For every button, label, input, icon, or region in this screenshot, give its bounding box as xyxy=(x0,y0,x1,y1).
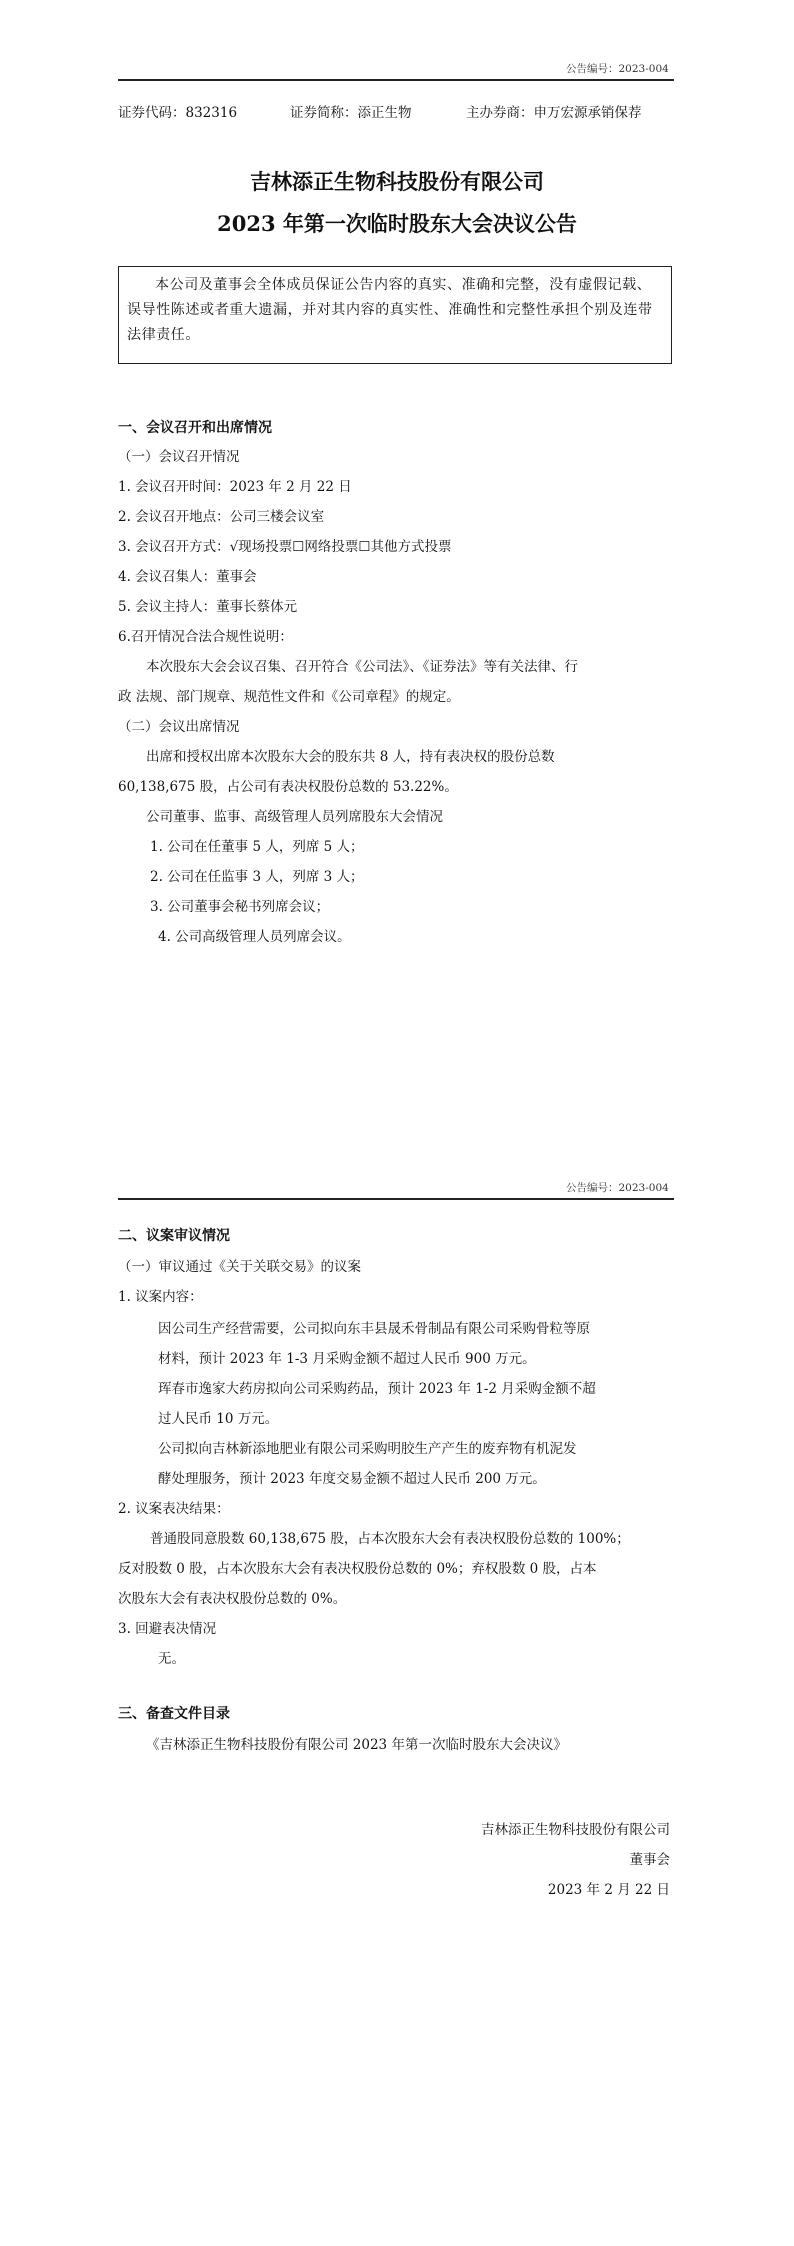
section-3-heading: 三、备查文件目录 xyxy=(118,1706,230,1722)
compliance-text-line-2: 政 法规、部门规章、规范性文件和《公司章程》的规定。 xyxy=(118,689,460,705)
officer-supervisors: 2. 公司在任监事 3 人，列席 3 人； xyxy=(150,869,364,885)
announcement-title: 2023 年第一次临时股东大会决议公告 xyxy=(217,211,577,236)
signature-company: 吉林添正生物科技股份有限公司 xyxy=(481,1822,670,1838)
recusal-label: 3. 回避表决情况 xyxy=(118,1621,217,1637)
meeting-host: 5. 会议主持人：董事长蔡体元 xyxy=(118,599,298,615)
motion-title: （一）审议通过《关于关联交易》的议案 xyxy=(118,1259,361,1275)
company-title: 吉林添正生物科技股份有限公司 xyxy=(250,169,544,194)
meeting-venue: 2. 会议召开地点：公司三楼会议室 xyxy=(118,509,325,525)
officer-directors: 1. 公司在任董事 5 人，列席 5 人； xyxy=(150,839,364,855)
officer-senior-management: 4. 公司高级管理人员列席会议。 xyxy=(158,929,351,945)
notice-number-page-2: 公告编号：2023-004 xyxy=(566,1182,669,1194)
header-rule xyxy=(118,79,674,81)
motion-content-1-line-2: 材料，预计 2023 年 1-3 月采购金额不超过人民币 900 万元。 xyxy=(158,1351,536,1367)
officers-intro: 公司董事、监事、高级管理人员列席股东大会情况 xyxy=(146,809,443,825)
security-code: 证券代码：832316 xyxy=(118,105,238,121)
compliance-text-line-1: 本次股东大会会议召集、召开符合《公司法》、《证券法》等有关法律、行 xyxy=(146,659,578,675)
meeting-method: 3. 会议召开方式：√现场投票☐网络投票☐其他方式投票 xyxy=(118,539,452,555)
officer-secretary: 3. 公司董事会秘书列席会议； xyxy=(150,899,330,915)
motion-content-1-line-1: 因公司生产经营需要，公司拟向东丰县晟禾骨制品有限公司采购骨粒等原 xyxy=(158,1321,590,1337)
motion-content-2-line-1: 珲春市逸家大药房拟向公司采购药品，预计 2023 年 1-2 月采购金额不超 xyxy=(158,1381,596,1397)
meeting-convener: 4. 会议召集人：董事会 xyxy=(118,569,257,585)
statement-box xyxy=(118,266,672,364)
notice-number: 公告编号：2023-004 xyxy=(566,63,669,75)
section-1-heading: 一、会议召开和出席情况 xyxy=(118,420,272,436)
motion-content-3-line-2: 酵处理服务，预计 2023 年度交易金额不超过人民币 200 万元。 xyxy=(158,1471,546,1487)
sponsor-broker: 主办券商：申万宏源承销保荐 xyxy=(466,105,642,121)
header-rule-page-2 xyxy=(118,1198,674,1200)
subsection-attendance: （二）会议出席情况 xyxy=(118,719,240,735)
signature-board: 董事会 xyxy=(629,1852,670,1868)
statement-text: 本公司及董事会全体成员保证公告内容的真实、准确和完整，没有虚假记载、误导性陈述或者重大遗漏，并对其内容的真实性、准确性和完整性承担个别及连带法律责任。 xyxy=(127,277,653,343)
compliance-label: 6.召开情况合法合规性说明： xyxy=(118,629,293,645)
motion-content-3-line-1: 公司拟向吉林新添地肥业有限公司采购明胶生产产生的废弃物有机泥发 xyxy=(158,1441,577,1457)
voting-result-line-3: 次股东大会有表决权股份总数的 0%。 xyxy=(118,1591,347,1607)
recusal-value: 无。 xyxy=(158,1651,185,1667)
attendance-text-line-1: 出席和授权出席本次股东大会的股东共 8 人，持有表决权的股份总数 xyxy=(146,749,555,765)
voting-result-line-2: 反对股数 0 股，占本次股东大会有表决权股份总数的 0%；弃权股数 0 股，占本 xyxy=(118,1561,597,1577)
subsection-convening: （一）会议召开情况 xyxy=(118,449,240,465)
attendance-text-line-2: 60,138,675 股，占公司有表决权股份总数的 53.22%。 xyxy=(118,779,458,795)
motion-content-2-line-2: 过人民币 10 万元。 xyxy=(158,1411,279,1427)
signature-date: 2023 年 2 月 22 日 xyxy=(547,1882,670,1898)
voting-result-line-1: 普通股同意股数 60,138,675 股，占本次股东大会有表决权股份总数的 100%； xyxy=(150,1531,630,1547)
security-abbreviation: 证券简称：添正生物 xyxy=(290,105,412,121)
section-2-heading: 二、议案审议情况 xyxy=(118,1228,230,1244)
voting-result-label: 2. 议案表决结果： xyxy=(118,1501,230,1517)
motion-content-label: 1. 议案内容： xyxy=(118,1289,203,1305)
reference-document: 《吉林添正生物科技股份有限公司 2023 年第一次临时股东大会决议》 xyxy=(146,1737,567,1753)
meeting-time: 1. 会议召开时间：2023 年 2 月 22 日 xyxy=(118,479,352,495)
